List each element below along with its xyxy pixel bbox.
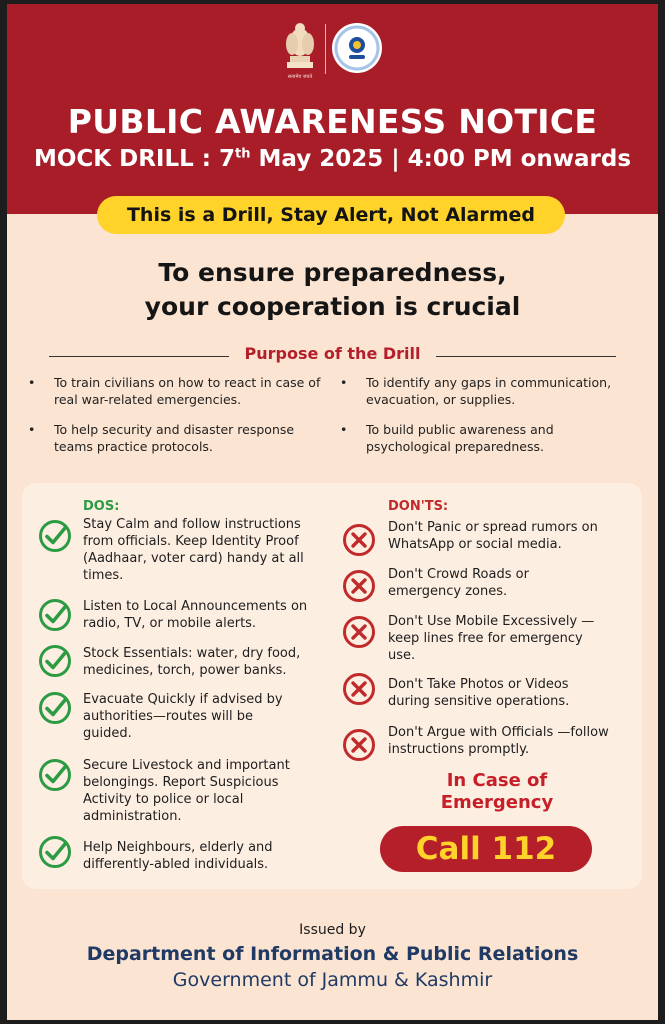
purpose-item — [340, 374, 648, 408]
donts-item: Don't Use Mobile Excessively —keep lines free for emergency use. — [388, 614, 595, 663]
dos-heading: DOS: — [83, 499, 120, 514]
check-circle-icon — [38, 519, 72, 553]
purpose-item — [28, 421, 332, 455]
purpose-item — [28, 374, 332, 408]
donts-item: Don't Argue with Officials —follow instructions promptly. — [388, 725, 609, 757]
drill-tagline-banner: This is a Drill, Stay Alert, Not Alarmed — [97, 196, 565, 234]
emergency-line-1: In Case of — [446, 770, 548, 791]
purpose-item-text: To help security and disaster response teams practice protocols. — [54, 422, 295, 454]
drill-date-time — [7, 146, 658, 172]
government-name: Government of Jammu & Kashmir — [172, 969, 493, 991]
dos-item: Stock Essentials: water, dry food, medicines, torch, power banks. — [83, 646, 301, 678]
lead-line-1: To ensure preparedness, — [158, 258, 507, 287]
call-112-button[interactable]: Call 112 — [380, 826, 592, 872]
department-name: Department of Information & Public Relations — [86, 943, 579, 965]
dos-item: Evacuate Quickly if advised by authorities—routes will be guided. — [83, 692, 283, 741]
emblem-divider — [325, 24, 326, 74]
purpose-item — [340, 421, 606, 455]
purpose-item-text: To identify any gaps in communication, evacuation, or supplies. — [366, 375, 612, 407]
divider-right — [436, 356, 616, 357]
emblem-motto: सत्यमेव जयते — [287, 74, 313, 80]
emblem-group — [281, 18, 385, 82]
drill-prefix: MOCK DRILL : 7 — [33, 146, 235, 172]
x-circle-icon — [342, 523, 376, 557]
issued-by-label: Issued by — [299, 922, 366, 938]
bullet: • — [28, 422, 36, 437]
check-circle-icon — [38, 644, 72, 678]
notice-poster — [7, 4, 658, 1020]
dipr-logo-icon — [331, 22, 383, 74]
bullet: • — [340, 422, 348, 437]
x-circle-icon — [342, 728, 376, 762]
donts-item: Don't Take Photos or Videos during sensitive operations. — [388, 677, 570, 709]
donts-item: Don't Panic or spread rumors on WhatsApp or social media. — [388, 520, 598, 552]
emergency-line-2: Emergency — [440, 792, 554, 813]
donts-heading: DON'TS: — [388, 499, 449, 514]
lead-line-2: your cooperation is crucial — [144, 292, 521, 321]
check-circle-icon — [38, 691, 72, 725]
drill-suffix: th — [235, 146, 251, 162]
donts-item: Don't Crowd Roads or emergency zones. — [388, 567, 529, 599]
purpose-heading: Purpose of the Drill — [244, 344, 421, 363]
purpose-item-text: To train civilians on how to react in case of real war-related emergencies. — [54, 375, 321, 407]
check-circle-icon — [38, 758, 72, 792]
dos-item: Help Neighbours, elderly and differently-abled individuals. — [83, 840, 273, 872]
dos-item: Secure Livestock and important belongings. Report Suspicious Activity to police or local administration. — [83, 758, 290, 824]
emergency-heading — [382, 770, 612, 814]
divider-left — [49, 356, 229, 357]
lead-message — [7, 256, 658, 324]
bullet: • — [28, 375, 36, 390]
check-circle-icon — [38, 835, 72, 869]
drill-rest: May 2025 | 4:00 PM onwards — [250, 146, 632, 172]
x-circle-icon — [342, 615, 376, 649]
purpose-heading-row — [49, 344, 616, 368]
x-circle-icon — [342, 672, 376, 706]
purpose-item-text: To build public awareness and psychological preparedness. — [366, 422, 554, 454]
check-circle-icon — [38, 598, 72, 632]
dos-item: Listen to Local Announcements on radio, TV, or mobile alerts. — [83, 599, 308, 631]
x-circle-icon — [342, 569, 376, 603]
dos-item: Stay Calm and follow instructions from officials. Keep Identity Proof (Aadhaar, voter card) handy at all times. — [83, 517, 304, 583]
bullet: • — [340, 375, 348, 390]
page-title: PUBLIC AWARENESS NOTICE — [67, 102, 598, 141]
national-emblem-icon — [281, 18, 319, 80]
dos-donts-card — [22, 483, 642, 889]
header-band — [7, 4, 658, 214]
